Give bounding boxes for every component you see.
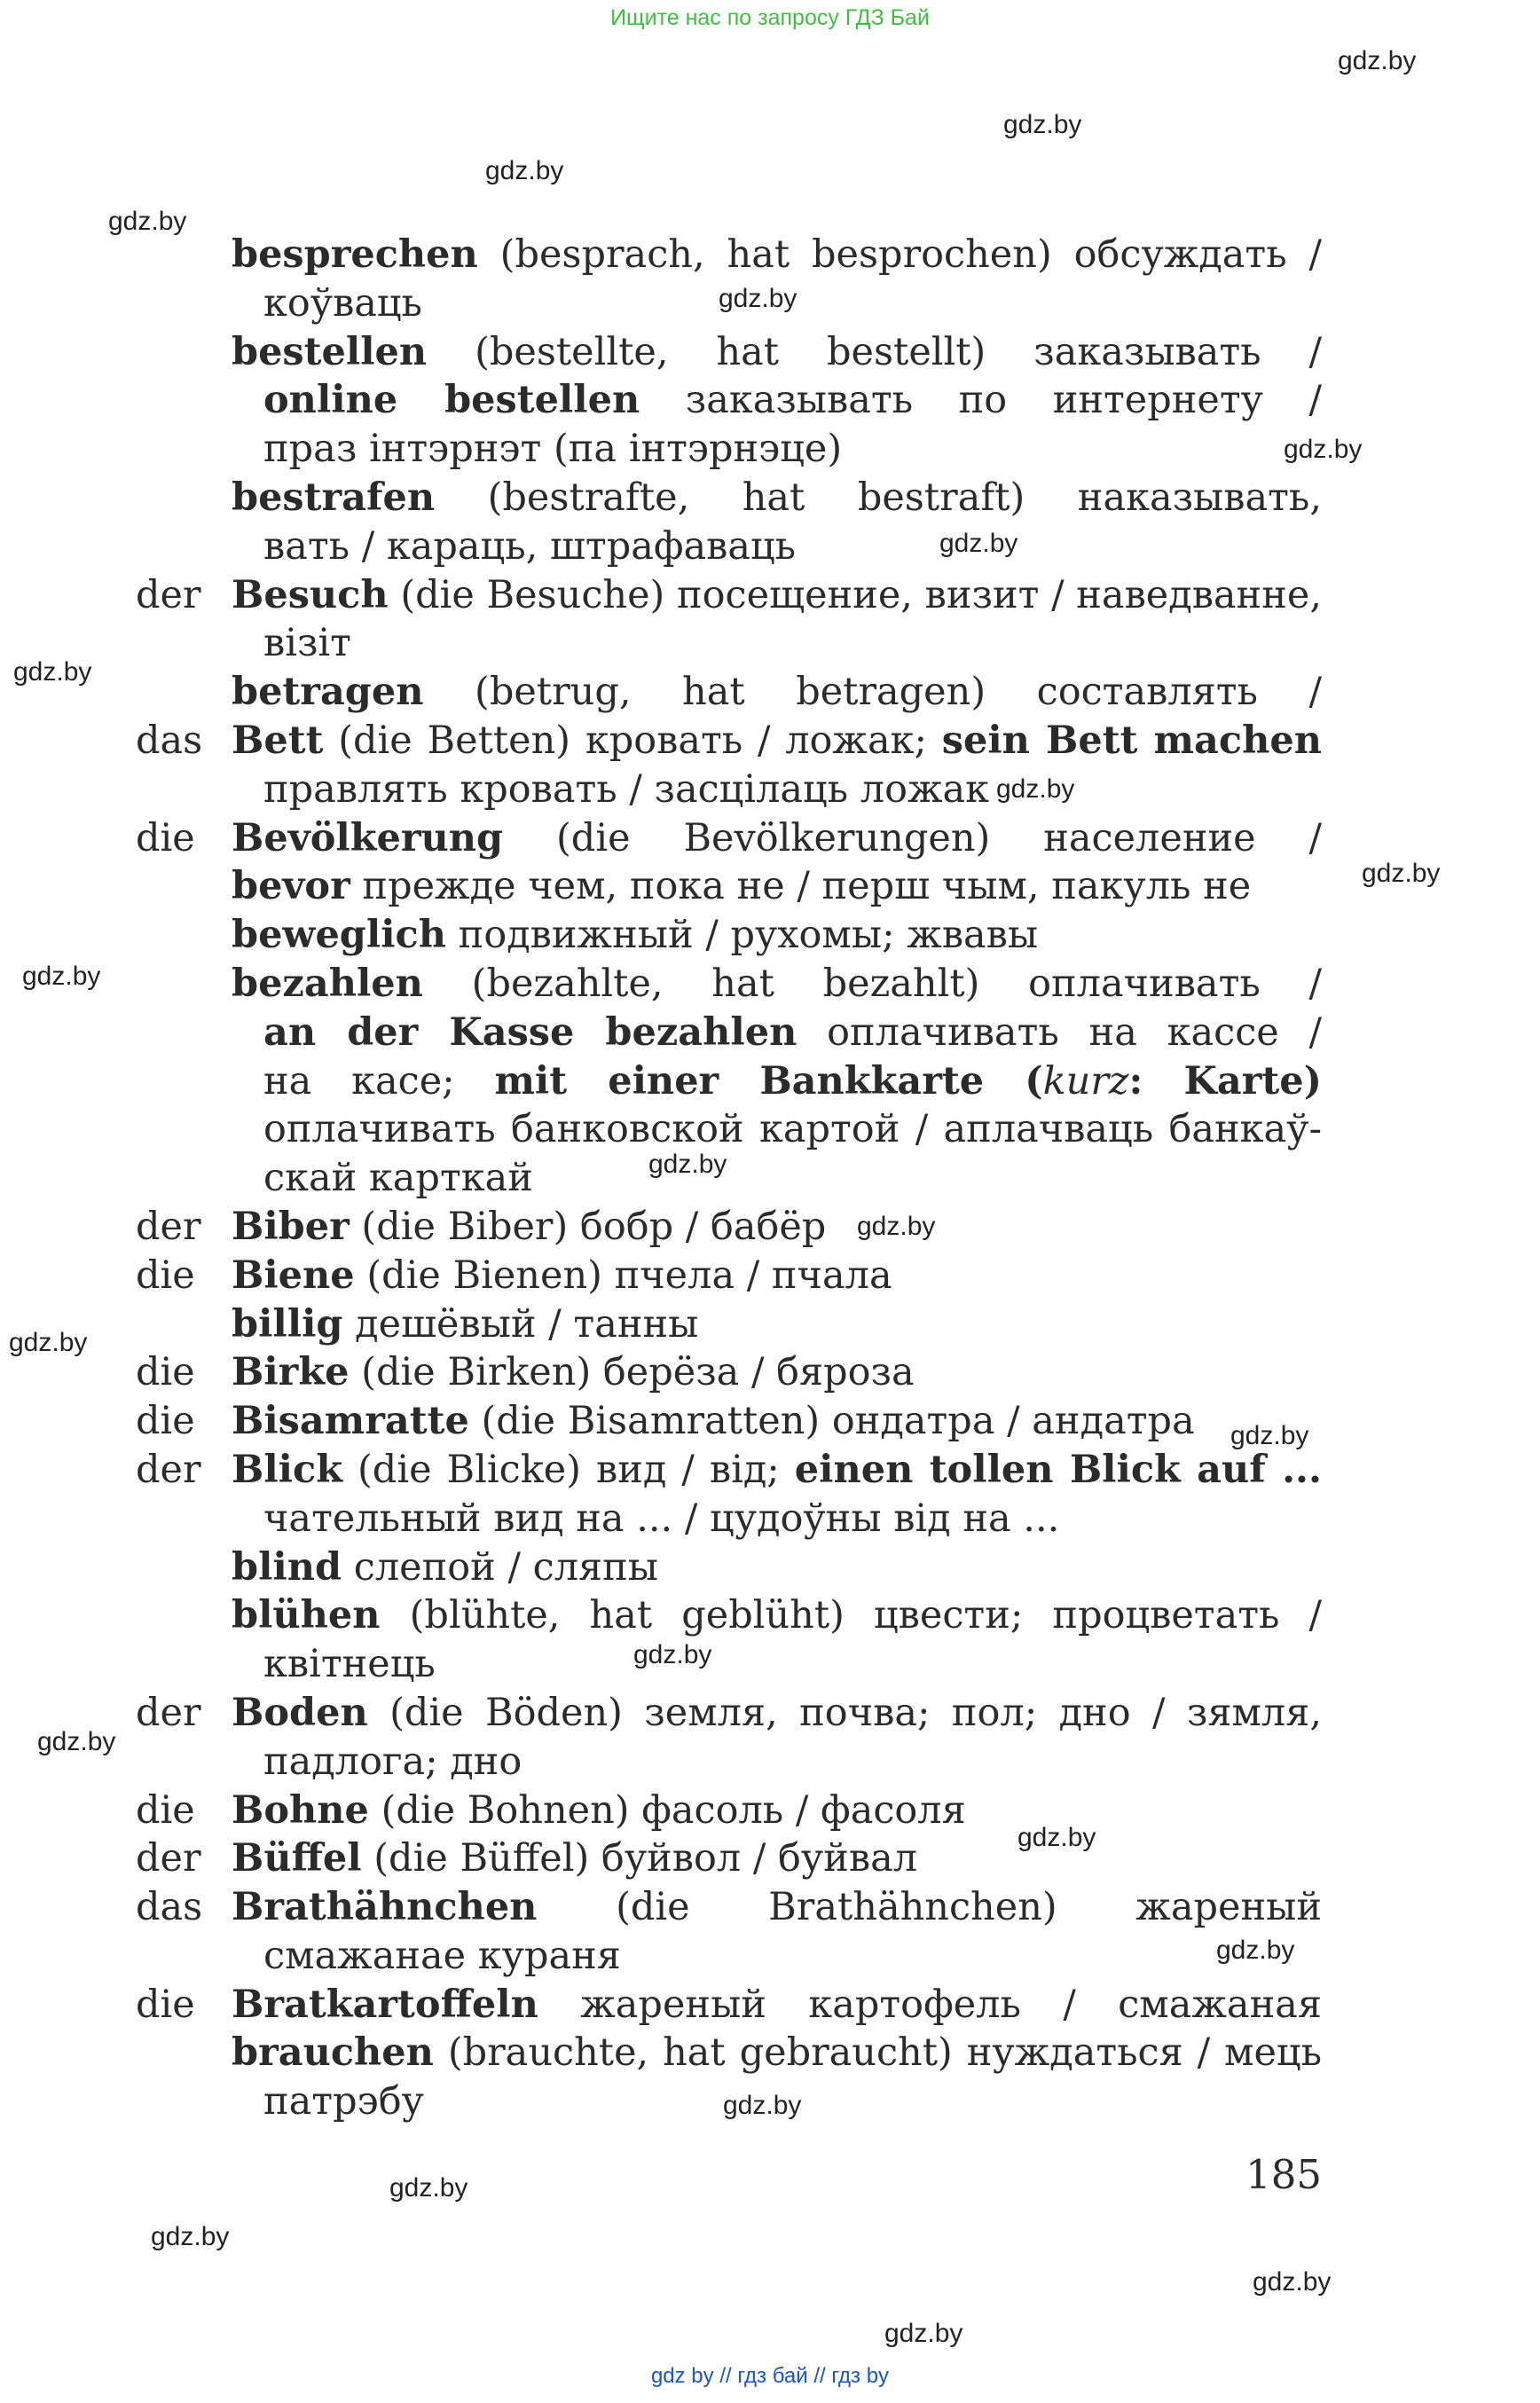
phrase: sein Bett machen (941, 718, 1322, 763)
entry-line (232, 960, 1322, 1009)
dictionary-entry (136, 1397, 1322, 1446)
phrase: : Karte) (1128, 1058, 1322, 1103)
definition: (die Birken) берёза / бяроза (349, 1350, 915, 1395)
entry-line (232, 1543, 1322, 1592)
footer-separator: // (813, 2364, 826, 2388)
article: der (136, 1836, 201, 1881)
article: die (136, 1982, 195, 2027)
headword: betragen (232, 670, 424, 715)
entry-line (232, 1446, 1322, 1495)
definition: смажанае кураня (263, 1933, 621, 1978)
watermark: gdz.by (108, 207, 187, 236)
headword: Bett (232, 718, 324, 763)
definition: (die Besuche) посещение, визит / наведванне, (388, 572, 1322, 617)
watermark: gdz.by (1216, 1936, 1295, 1965)
dictionary-entry (232, 911, 1322, 960)
headword: bestrafen (232, 475, 436, 520)
definition: дешёвый / танны (342, 1301, 699, 1347)
headword: Besuch (232, 572, 389, 617)
entry-line (232, 1787, 1322, 1835)
entry-line (232, 1252, 1322, 1300)
dictionary-entry (136, 1446, 1322, 1543)
headword: Büffel (232, 1836, 362, 1881)
entry-line (232, 231, 1322, 279)
definition: (bestrafte, hat bestraft) наказывать, (487, 475, 1322, 520)
headword: Blick (232, 1447, 342, 1492)
headword: blühen (232, 1593, 381, 1638)
watermark: gdz.by (719, 284, 798, 313)
definition: (blühte, hat geblüht) цвести; процветать / (409, 1593, 1322, 1638)
watermark: gdz.by (389, 2173, 468, 2203)
definition: візіт (263, 621, 351, 666)
headword: Biber (232, 1204, 350, 1249)
definition: скай карткай (263, 1156, 533, 1201)
watermark: gdz.by (22, 962, 101, 991)
article: der (136, 1204, 201, 1249)
dictionary-entry (232, 2029, 1322, 2126)
definition: (bezahlte, hat bezahlt) оплачивать / (471, 961, 1322, 1006)
watermark: gdz.by (9, 1328, 88, 1357)
headword: billig (232, 1301, 343, 1347)
dictionary-entry (232, 231, 1322, 328)
watermark: gdz.by (1362, 859, 1441, 888)
headword: Birke (232, 1350, 350, 1395)
entry-line (232, 2029, 1322, 2077)
entry-line (232, 1981, 1322, 2030)
headword: beweglich (232, 913, 446, 958)
watermark: gdz.by (151, 2222, 230, 2251)
footer-link[interactable]: гдз by (831, 2364, 890, 2388)
watermark: gdz.by (1230, 1421, 1309, 1450)
headword: Brathähnchen (232, 1885, 538, 1930)
headword: Bisamratte (232, 1399, 469, 1444)
dictionary-entry (232, 668, 1322, 717)
entry-line (232, 717, 1322, 766)
definition: слепой / сляпы (342, 1544, 659, 1590)
headword: blind (232, 1544, 342, 1590)
article: die (136, 1399, 195, 1444)
phrase: einen tollen Blick auf ... (794, 1447, 1322, 1492)
entry-line (232, 474, 1322, 522)
dictionary-entry (136, 1981, 1322, 2030)
definition: (die Büffel) буйвол / буйвал (361, 1836, 918, 1881)
article: der (136, 572, 201, 617)
headword: brauchen (232, 2030, 434, 2076)
footer-links (0, 2364, 1540, 2389)
entry-line (232, 1738, 1322, 1787)
headword: besprechen (232, 232, 478, 277)
definition: (die Bienen) пчела / пчала (354, 1253, 892, 1298)
headword: bevor (232, 864, 350, 909)
definition: вать / караць, штрафаваць (263, 523, 797, 569)
definition: (die Blicke) вид / від; (342, 1447, 795, 1492)
headword: Bevölkerung (232, 815, 504, 860)
watermark: gdz.by (884, 2319, 963, 2348)
article: die (136, 1350, 195, 1395)
entry-line (232, 1154, 1322, 1203)
definition: коўваць (263, 280, 422, 326)
entry-line (232, 1203, 1322, 1252)
definition: (bestellte, hat bestellt) заказывать / (475, 329, 1322, 374)
footer-link[interactable]: гдз бай (737, 2364, 808, 2388)
entry-line (232, 1348, 1322, 1397)
entry-line (232, 279, 1322, 328)
entry-line (232, 1300, 1322, 1349)
watermark: gdz.by (633, 1640, 712, 1669)
headword: Bratkartoffeln (232, 1982, 538, 2027)
dictionary-entry (136, 1883, 1322, 1981)
definition: заказывать по интернету / (685, 378, 1322, 423)
article: das (136, 718, 203, 763)
definition: падлога; дно (263, 1739, 522, 1784)
entry-line (232, 619, 1322, 668)
definition: оплачивать на кассе / (827, 1009, 1322, 1055)
headword: Boden (232, 1690, 368, 1735)
phrase: an der Kasse bezahlen (263, 1009, 798, 1055)
entry-line (232, 522, 1322, 571)
definition: (brauchte, hat gebraucht) нуждаться / мець (433, 2030, 1322, 2076)
footer-separator: // (719, 2364, 732, 2388)
watermark: gdz.by (939, 529, 1018, 558)
dictionary-entry (136, 571, 1322, 669)
watermark: gdz.by (996, 774, 1075, 804)
article: der (136, 1690, 201, 1735)
entry-line (232, 571, 1322, 620)
entry-line (232, 1640, 1322, 1689)
dictionary-entry (232, 1591, 1322, 1689)
definition: подвижный / рухомы; жвавы (445, 913, 1039, 958)
dictionary-entry (136, 1348, 1322, 1397)
watermark: gdz.by (648, 1150, 727, 1179)
definition: (die Bisamratten) ондатра / андатра (468, 1399, 1195, 1444)
dictionary-entry (136, 1834, 1322, 1883)
dictionary-entry (232, 862, 1322, 911)
definition: патрэбу (263, 2079, 424, 2124)
headword: Bohne (232, 1787, 369, 1833)
entry-line (232, 766, 1322, 814)
definition: (die Bevölkerungen) население / (556, 815, 1322, 860)
definition: чательный вид на ... / цудоўны від на ... (263, 1496, 1060, 1541)
article: der (136, 1447, 201, 1492)
dictionary-entry (136, 1203, 1322, 1252)
definition: (die Bohnen) фасоль / фасоля (368, 1787, 966, 1833)
dictionary-entry (136, 1689, 1322, 1787)
entry-line (232, 1105, 1322, 1154)
watermark: gdz.by (1253, 2267, 1332, 2297)
definition: (die Böden) земля, почва; пол; дно / зямля, (389, 1690, 1322, 1735)
abbreviation-note: kurz (1042, 1058, 1129, 1103)
entry-line (232, 328, 1322, 377)
watermark: gdz.by (13, 657, 92, 687)
definition: (betrug, hat betragen) составлять / (475, 670, 1322, 715)
dictionary-entry (232, 474, 1322, 571)
definition: правлять кровать / засцілаць ложак (263, 766, 990, 812)
dictionary-entry (136, 1787, 1322, 1835)
entry-line (232, 1834, 1322, 1883)
article: das (136, 1885, 203, 1930)
entry-line (232, 1689, 1322, 1738)
dictionary-entry (136, 814, 1322, 863)
watermark: gdz.by (485, 156, 564, 185)
watermark: gdz.by (1284, 435, 1363, 464)
watermark: gdz.by (857, 1212, 936, 1241)
entry-line (232, 1397, 1322, 1446)
definition: прежде чем, пока не / перш чым, пакуль не (350, 864, 1252, 909)
entry-line (232, 2077, 1322, 2126)
dictionary-entry (232, 1300, 1322, 1349)
headword: Biene (232, 1253, 355, 1298)
entry-line (232, 1591, 1322, 1640)
definition: (besprach, hat besprochen) обсуждать / (499, 232, 1322, 277)
phrase: online bestellen (263, 378, 640, 423)
definition: на касе; (263, 1058, 495, 1103)
dictionary-entry (136, 1252, 1322, 1300)
dictionary-entries (0, 231, 1540, 2126)
entry-line (232, 911, 1322, 960)
definition: (die Biber) бобр / бабёр (349, 1204, 827, 1249)
headword: bezahlen (232, 961, 423, 1006)
definition: (die Betten) кровать / ложак; (323, 718, 942, 763)
definition: квітнець (263, 1642, 436, 1687)
entry-line (232, 814, 1322, 863)
top-banner[interactable]: Ищите нас по запросу ГДЗ Бай (610, 5, 930, 30)
dictionary-entry (232, 328, 1322, 474)
entry-line (232, 1009, 1322, 1057)
definition: жареный картофель / смажаная (580, 1982, 1322, 2027)
definition: оплачивать банковской картой / аплачваць банкаў- (263, 1107, 1322, 1152)
entry-line (232, 376, 1322, 425)
article: die (136, 1253, 195, 1298)
article: die (136, 815, 195, 860)
headword: bestellen (232, 329, 428, 374)
watermark: gdz.by (723, 2091, 802, 2120)
definition: праз інтэрнэт (па інтэрнэце) (263, 427, 843, 472)
footer-link[interactable]: gdz by (650, 2364, 714, 2388)
dictionary-entry (232, 1543, 1322, 1592)
watermark: gdz.by (1003, 110, 1082, 139)
definition: (die Brathähnchen) жареный (616, 1885, 1322, 1930)
page-number: 185 (1245, 2151, 1322, 2198)
entry-line (232, 1883, 1322, 1932)
phrase: mit einer Bankkarte ( (494, 1058, 1043, 1103)
entry-line (232, 1057, 1322, 1106)
dictionary-entry (136, 717, 1322, 814)
entry-line (232, 668, 1322, 717)
dictionary-entry (232, 960, 1322, 1203)
entry-line (232, 1495, 1322, 1543)
entry-line (232, 1932, 1322, 1981)
watermark: gdz.by (1018, 1823, 1096, 1852)
entry-line (232, 862, 1322, 911)
article: die (136, 1787, 195, 1833)
watermark: gdz.by (1338, 46, 1417, 75)
watermark: gdz.by (37, 1727, 116, 1756)
entry-line (232, 425, 1322, 474)
